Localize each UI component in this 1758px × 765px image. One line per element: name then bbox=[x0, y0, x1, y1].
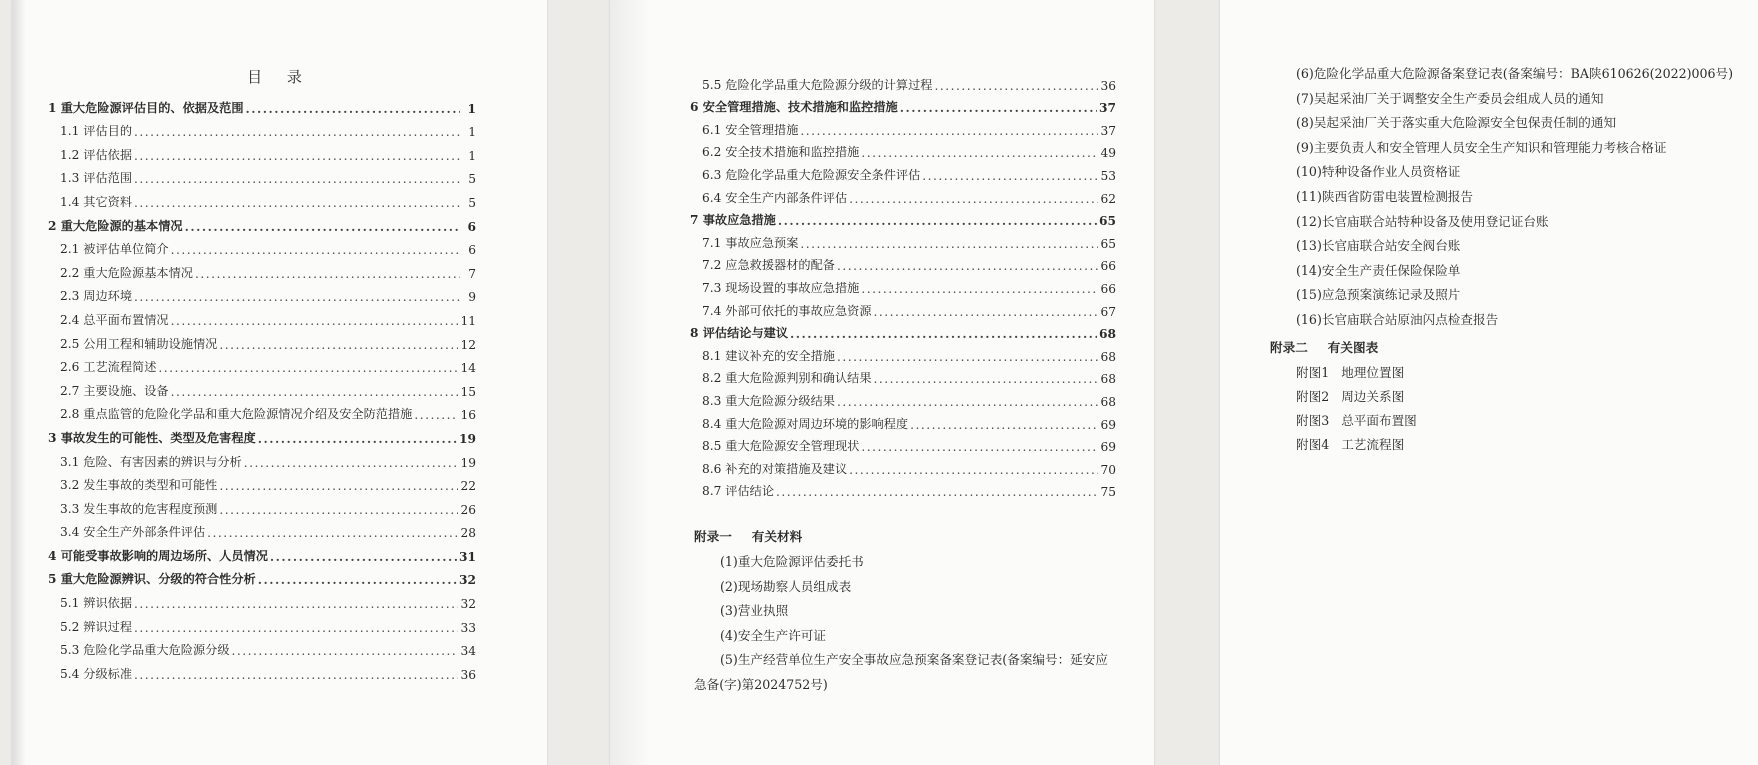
toc-entry-title: 6.2 安全技术措施和监控措施 bbox=[702, 145, 860, 160]
toc-entry-page: 37 bbox=[1100, 123, 1116, 138]
toc-entry-page: 26 bbox=[460, 502, 476, 517]
toc-leader-dots bbox=[207, 526, 458, 540]
toc-entry bbox=[48, 422, 476, 446]
appendix-item: (4)安全生产许可证 bbox=[720, 627, 826, 643]
toc-leader-dots bbox=[861, 146, 1098, 160]
toc-leader-dots bbox=[910, 418, 1098, 432]
toc-entry-title: 7.3 现场设置的事故应急措施 bbox=[702, 280, 860, 295]
toc-entry bbox=[690, 115, 1116, 138]
toc-entry-title: 4 可能受事故影响的周边场所、人员情况 bbox=[48, 548, 268, 563]
toc-entry bbox=[690, 341, 1116, 364]
appendix-item: (5)生产经营单位生产安全事故应急预案备案登记表(备案编号：延安应急备(字)第2024752号) bbox=[694, 652, 1108, 692]
toc-entry-title: 8.7 评估结论 bbox=[702, 484, 775, 499]
toc-entry bbox=[48, 375, 476, 399]
toc-entry-page: 15 bbox=[460, 384, 476, 399]
toc-leader-dots bbox=[837, 259, 1099, 273]
toc-leader-dots bbox=[837, 395, 1099, 409]
toc-entry-title: 2.8 重点监管的危险化学品和重大危险源情况介绍及安全防范措施 bbox=[60, 407, 413, 422]
toc-leader-dots bbox=[219, 479, 458, 493]
toc-leader-dots bbox=[800, 124, 1098, 138]
toc-entry-page: 62 bbox=[1100, 191, 1116, 206]
toc-leader-dots bbox=[776, 485, 1098, 499]
toc-entry-page: 32 bbox=[459, 573, 476, 588]
toc-entry-page: 16 bbox=[460, 408, 476, 423]
toc-entry-page: 19 bbox=[460, 455, 476, 470]
appendix-item: (6)危险化学品重大危险源备案登记表(备案编号：BA陕610626(2022)006号) bbox=[1296, 66, 1734, 81]
page-edge-shadow bbox=[12, 0, 26, 765]
toc-entry-title: 6.1 安全管理措施 bbox=[702, 122, 799, 137]
toc-entry-title: 7.1 事故应急预案 bbox=[702, 235, 799, 250]
appendix-items bbox=[694, 550, 1114, 698]
toc-entry-title: 1.2 评估依据 bbox=[60, 147, 133, 162]
toc-entry-title: 5.4 分级标准 bbox=[60, 666, 133, 681]
toc-leader-dots bbox=[849, 192, 1098, 206]
document-page-3 bbox=[1220, 0, 1758, 765]
toc-leader-dots bbox=[219, 503, 458, 517]
toc-entry-title: 8 评估结论与建议 bbox=[690, 326, 789, 341]
toc-entry-title: 2.6 工艺流程简述 bbox=[60, 360, 157, 375]
toc-entry-title: 2 重大危险源的基本情况 bbox=[48, 218, 183, 233]
appendix-figures bbox=[1270, 361, 1740, 457]
toc-entry bbox=[48, 635, 476, 659]
toc-entry-page: 67 bbox=[1100, 304, 1116, 319]
appendix-continued bbox=[1270, 62, 1740, 457]
toc-entry-title: 3.1 危险、有害因素的辨识与分析 bbox=[60, 454, 242, 469]
appendix-figure-entry bbox=[1270, 361, 1740, 385]
toc-leader-dots bbox=[134, 290, 460, 304]
toc-entry bbox=[690, 273, 1116, 296]
toc-entry-title: 7.4 外部可依托的事故应急资源 bbox=[702, 303, 872, 318]
toc-entry-page: 5 bbox=[468, 195, 476, 210]
appendix-figure-entry bbox=[1270, 433, 1740, 457]
toc-entry-title: 2.5 公用工程和辅助设施情况 bbox=[60, 336, 218, 351]
appendix-title: 有关材料 bbox=[751, 529, 803, 544]
toc-entry-page: 12 bbox=[460, 337, 476, 352]
toc-entry-title: 3 事故发生的可能性、类型及危害程度 bbox=[48, 430, 256, 445]
figure-label: 附图1 bbox=[1296, 364, 1330, 380]
toc-entry-title: 6 安全管理措施、技术措施和监控措施 bbox=[690, 100, 898, 115]
appendix-item: (10)特种设备作业人员资格证 bbox=[1296, 164, 1461, 180]
toc-leader-dots bbox=[790, 327, 1097, 341]
toc-entry bbox=[48, 163, 476, 187]
toc-entry bbox=[690, 477, 1116, 500]
appendix-label: 附录一 bbox=[694, 529, 732, 544]
toc-leader-dots bbox=[219, 338, 458, 352]
toc-entry bbox=[690, 138, 1116, 161]
appendix-items bbox=[1270, 62, 1740, 333]
toc-list bbox=[690, 70, 1116, 499]
appendix-heading bbox=[1270, 335, 1740, 361]
toc-leader-dots bbox=[922, 169, 1098, 183]
toc-entry-page: 68 bbox=[1100, 372, 1116, 387]
toc-entry-page: 1 bbox=[468, 148, 476, 163]
toc-entry bbox=[48, 399, 476, 423]
toc-entry-page: 1 bbox=[468, 125, 476, 140]
toc-entry-title: 8.5 重大危险源安全管理现状 bbox=[702, 439, 860, 454]
toc-entry bbox=[48, 446, 476, 470]
figure-label: 附图2 bbox=[1296, 388, 1330, 404]
toc-entry-page: 6 bbox=[467, 219, 476, 234]
toc-entry-page: 1 bbox=[467, 101, 476, 116]
toc-entry-page: 66 bbox=[1100, 259, 1116, 274]
toc-entry-page: 9 bbox=[468, 290, 476, 305]
toc-leader-dots bbox=[849, 463, 1098, 477]
toc-leader-dots bbox=[134, 125, 460, 139]
toc-entry-title: 5.1 辨识依据 bbox=[60, 596, 133, 611]
toc-leader-dots bbox=[800, 237, 1098, 251]
toc-entry-page: 65 bbox=[1100, 236, 1116, 251]
toc-leader-dots bbox=[171, 243, 460, 257]
toc-entry-page: 7 bbox=[468, 266, 476, 281]
toc-leader-dots bbox=[874, 372, 1099, 386]
appendix-item: (14)安全生产责任保险保险单 bbox=[1296, 262, 1461, 278]
figure-label: 附图3 bbox=[1296, 412, 1330, 428]
toc-leader-dots bbox=[258, 432, 457, 446]
toc-entry-page: 14 bbox=[460, 361, 476, 376]
appendix-item: (13)长官庙联合站安全阀台账 bbox=[1296, 238, 1461, 254]
toc-entry bbox=[48, 139, 476, 163]
toc-entry-title: 5 重大危险源辨识、分级的符合性分析 bbox=[48, 572, 256, 587]
toc-entry-page: 75 bbox=[1100, 485, 1116, 500]
toc-entry bbox=[48, 257, 476, 281]
toc-entry-page: 6 bbox=[468, 243, 476, 258]
toc-entry-title: 8.4 重大危险源对周边环境的影响程度 bbox=[702, 416, 909, 431]
toc-leader-dots bbox=[134, 172, 460, 186]
toc-entry bbox=[48, 587, 476, 611]
toc-leader-dots bbox=[134, 621, 458, 635]
toc-entry-title: 8.1 建议补充的安全措施 bbox=[702, 348, 835, 363]
toc-list bbox=[48, 92, 476, 682]
toc-leader-dots bbox=[900, 101, 1097, 115]
toc-entry bbox=[48, 611, 476, 635]
appendix-item: (11)陕西省防雷电装置检测报告 bbox=[1296, 188, 1473, 204]
toc-entry-page: 68 bbox=[1100, 349, 1116, 364]
toc-entry bbox=[690, 160, 1116, 183]
appendix-item: (12)长官庙联合站特种设备及使用登记证台账 bbox=[1296, 213, 1549, 229]
toc-entry-page: 36 bbox=[1100, 78, 1116, 93]
appendix-item: (15)应急预案演练记录及照片 bbox=[1296, 287, 1461, 303]
toc-entry bbox=[48, 658, 476, 682]
toc-entry bbox=[690, 93, 1116, 116]
toc-entry-page: 37 bbox=[1099, 101, 1116, 116]
toc-entry-title: 1.3 评估范围 bbox=[60, 171, 133, 186]
appendix-figure-entry bbox=[1270, 385, 1740, 409]
toc-entry-page: 11 bbox=[460, 313, 476, 328]
toc-entry-page: 68 bbox=[1099, 327, 1116, 342]
toc-entry bbox=[690, 364, 1116, 387]
toc-leader-dots bbox=[246, 102, 460, 116]
toc-entry bbox=[48, 92, 476, 116]
document-page-1 bbox=[12, 0, 547, 765]
toc-entry-title: 8.2 重大危险源判别和确认结果 bbox=[702, 371, 872, 386]
toc-entry bbox=[690, 296, 1116, 319]
toc-leader-dots bbox=[414, 408, 458, 422]
appendix-heading bbox=[694, 524, 1114, 550]
toc-entry-page: 69 bbox=[1100, 440, 1116, 455]
appendix-label: 附录二 bbox=[1270, 339, 1308, 355]
toc-leader-dots bbox=[185, 220, 460, 234]
toc-leader-dots bbox=[232, 644, 459, 658]
appendix-item: (16)长官庙联合站原油闪点检查报告 bbox=[1296, 311, 1499, 327]
toc-entry-title: 2.1 被评估单位简介 bbox=[60, 242, 169, 257]
toc-entry-page: 34 bbox=[460, 644, 476, 659]
toc-entry-page: 53 bbox=[1100, 168, 1116, 183]
toc-entry-page: 28 bbox=[460, 526, 476, 541]
appendix-item: (1)重大危险源评估委托书 bbox=[720, 554, 864, 569]
toc-leader-dots bbox=[258, 573, 457, 587]
toc-entry-title: 8.6 补充的对策措施及建议 bbox=[702, 461, 848, 476]
toc-entry bbox=[690, 206, 1116, 229]
toc-entry bbox=[690, 251, 1116, 274]
toc-entry-title: 2.3 周边环境 bbox=[60, 289, 133, 304]
toc-title: 目 录 bbox=[247, 68, 312, 86]
toc-entry bbox=[690, 454, 1116, 477]
toc-entry-page: 31 bbox=[459, 549, 476, 564]
toc-entry-title: 2.7 主要设施、设备 bbox=[60, 383, 169, 398]
toc-entry-title: 3.3 发生事故的危害程度预测 bbox=[60, 501, 218, 516]
toc-leader-dots bbox=[861, 282, 1098, 296]
toc-entry bbox=[48, 493, 476, 517]
appendix-item: (2)现场勘察人员组成表 bbox=[720, 578, 852, 594]
toc-entry bbox=[690, 386, 1116, 409]
appendix-item: (3)营业执照 bbox=[720, 603, 789, 619]
toc-entry-title: 5.2 辨识过程 bbox=[60, 619, 133, 634]
toc-entry-page: 5 bbox=[468, 172, 476, 187]
toc-entry bbox=[690, 409, 1116, 432]
toc-entry-page: 49 bbox=[1100, 146, 1116, 161]
toc-entry-title: 5.3 危险化学品重大危险源分级 bbox=[60, 643, 230, 658]
toc-entry-title: 2.4 总平面布置情况 bbox=[60, 312, 169, 327]
toc-entry-title: 3.4 安全生产外部条件评估 bbox=[60, 525, 206, 540]
toc-entry bbox=[690, 70, 1116, 93]
toc-entry-title: 1.1 评估目的 bbox=[60, 124, 133, 139]
toc-entry-title: 3.2 发生事故的类型和可能性 bbox=[60, 478, 218, 493]
toc-leader-dots bbox=[171, 385, 459, 399]
document-page-2 bbox=[610, 0, 1154, 765]
toc-entry bbox=[48, 328, 476, 352]
appendix-item: (9)主要负责人和安全管理人员安全生产知识和管理能力考核合格证 bbox=[1296, 139, 1667, 155]
toc-leader-dots bbox=[270, 550, 457, 564]
toc-entry-page: 65 bbox=[1099, 214, 1116, 229]
toc-entry bbox=[48, 352, 476, 376]
page-gutter-shadow bbox=[610, 0, 650, 765]
toc-leader-dots bbox=[158, 361, 458, 375]
toc-entry-title: 1 重大危险源评估目的、依据及范围 bbox=[48, 100, 244, 115]
toc-entry-page: 32 bbox=[460, 597, 476, 612]
toc-entry bbox=[48, 304, 476, 328]
toc-leader-dots bbox=[134, 668, 458, 682]
toc-leader-dots bbox=[171, 314, 459, 328]
toc-entry-page: 36 bbox=[460, 667, 476, 682]
toc-entry bbox=[48, 540, 476, 564]
toc-entry-title: 1.4 其它资料 bbox=[60, 194, 133, 209]
toc-leader-dots bbox=[134, 196, 460, 210]
figure-title: 地理位置图 bbox=[1341, 364, 1405, 380]
figure-title: 总平面布置图 bbox=[1341, 412, 1417, 428]
toc-entry bbox=[48, 186, 476, 210]
appendix-title: 有关图表 bbox=[1327, 339, 1379, 355]
toc-leader-dots bbox=[778, 214, 1097, 228]
toc-leader-dots bbox=[837, 350, 1099, 364]
toc-entry bbox=[48, 234, 476, 258]
toc-entry-page: 66 bbox=[1100, 281, 1116, 296]
appendix-figure-entry bbox=[1270, 409, 1740, 433]
toc-entry bbox=[48, 210, 476, 234]
toc-leader-dots bbox=[134, 597, 458, 611]
toc-leader-dots bbox=[861, 440, 1098, 454]
toc-entry bbox=[690, 432, 1116, 455]
toc-entry bbox=[48, 116, 476, 140]
appendix-item: (8)吴起采油厂关于落实重大危险源安全包保责任制的通知 bbox=[1296, 115, 1617, 131]
toc-entry-title: 7 事故应急措施 bbox=[690, 213, 776, 228]
toc-entry-page: 69 bbox=[1100, 417, 1116, 432]
figure-label: 附图4 bbox=[1296, 436, 1330, 452]
appendix-1 bbox=[694, 524, 1114, 698]
toc-entry-page: 70 bbox=[1100, 462, 1116, 477]
toc-entry-title: 2.2 重大危险源基本情况 bbox=[60, 265, 193, 280]
toc-entry-page: 22 bbox=[460, 479, 476, 494]
figure-title: 工艺流程图 bbox=[1341, 436, 1405, 452]
appendix-item: (7)吴起采油厂关于调整安全生产委员会组成人员的通知 bbox=[1296, 90, 1604, 106]
toc-leader-dots bbox=[134, 149, 460, 163]
toc-entry-title: 6.3 危险化学品重大危险源安全条件评估 bbox=[702, 167, 921, 182]
toc-leader-dots bbox=[934, 79, 1098, 93]
toc-entry bbox=[690, 319, 1116, 342]
toc-entry-page: 68 bbox=[1100, 394, 1116, 409]
toc-leader-dots bbox=[244, 456, 459, 470]
toc-entry bbox=[48, 517, 476, 541]
toc-leader-dots bbox=[195, 267, 460, 281]
toc-entry-page: 33 bbox=[460, 620, 476, 635]
toc-entry bbox=[690, 183, 1116, 206]
toc-entry-title: 6.4 安全生产内部条件评估 bbox=[702, 190, 848, 205]
toc-leader-dots bbox=[874, 305, 1099, 319]
toc-entry bbox=[48, 564, 476, 588]
toc-entry-title: 5.5 危险化学品重大危险源分级的计算过程 bbox=[702, 77, 933, 92]
toc-entry-page: 19 bbox=[459, 431, 476, 446]
toc-entry-title: 8.3 重大危险源分级结果 bbox=[702, 393, 835, 408]
toc-entry-title: 7.2 应急救援器材的配备 bbox=[702, 258, 835, 273]
toc-entry bbox=[48, 470, 476, 494]
toc-entry bbox=[690, 228, 1116, 251]
figure-title: 周边关系图 bbox=[1341, 388, 1405, 404]
toc-entry bbox=[48, 281, 476, 305]
